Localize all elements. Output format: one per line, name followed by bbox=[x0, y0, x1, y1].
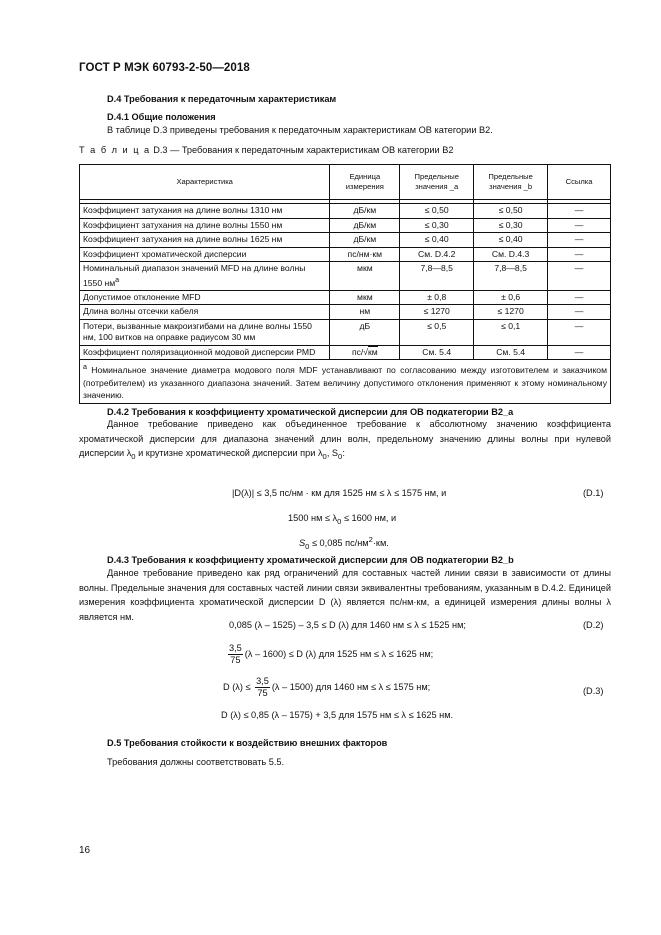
cell-limit-b: ≤ 0,1 bbox=[474, 319, 548, 345]
equation-d1-lambda-range: 1500 нм ≤ $\lambda_0 \le 1600$ нм, и bbox=[288, 513, 397, 526]
equation-d3-number: (D.3) bbox=[583, 686, 604, 696]
cell-characteristic: Допустимое отклонение MFD bbox=[80, 290, 330, 305]
equation-d1: |D(λ)| ≤ 3,5 пс/нм · км для 1525 нм ≤ λ ≤ 1575 нм, и bbox=[232, 488, 447, 498]
table-row bbox=[80, 262, 611, 291]
cell-reference: — bbox=[548, 218, 611, 233]
cell-reference: — bbox=[548, 247, 611, 262]
section-d42-title: D.4.2 Требования к коэффициенту хроматической дисперсии для ОВ подкатегории В2_а bbox=[107, 407, 514, 417]
equation-d2-number: (D.2) bbox=[583, 620, 604, 630]
section-d42-text: Данное требование приведено как объединенное требование к абсолютному значению коэффициента хроматической дисперсии для диапазона значений длин волн, предельному значению длины волны при нулевой дисперсии $\lambda_0$ и крутизне хроматической дисперсии при $\lambda_0$, $S_0$: bbox=[79, 419, 611, 462]
cell-reference: — bbox=[548, 262, 611, 291]
table-footnote-row bbox=[80, 360, 611, 404]
section-d5-text: Требования должны соответствовать 5.5. bbox=[107, 757, 285, 767]
cell-limit-b: ≤ 1270 bbox=[474, 305, 548, 320]
table-caption-prefix: Т а б л и ц а bbox=[79, 145, 151, 155]
cell-characteristic: Коэффициент хроматической дисперсии bbox=[80, 247, 330, 262]
page-number: 16 bbox=[79, 845, 91, 856]
cell-limit-b: ≤ 0,50 bbox=[474, 204, 548, 219]
table-footnote: $^a$ Номинальное значение диаметра модового поля MDF устанавливают по согласованию между изготовителем и заказчиком (потребителем) из указанного диапазона значений. Затем величину допустимого отклонения применяют к этому номинальному значению. bbox=[80, 360, 611, 404]
cell-limit-a: 7,8—8,5 bbox=[400, 262, 474, 291]
header-limit-a: Предельные значения _a bbox=[400, 165, 474, 200]
cell-characteristic: Коэффициент поляризационной модовой дисперсии PMD bbox=[80, 345, 330, 360]
cell-limit-b: ± 0,6 bbox=[474, 290, 548, 305]
cell-limit-a: См. D.4.2 bbox=[400, 247, 474, 262]
cell-characteristic: Номинальный диапазон значений MFD на длине волны 1550 $нм^a$ bbox=[80, 262, 330, 291]
cell-characteristic: Коэффициент затухания на длине волны 1310 нм bbox=[80, 204, 330, 219]
cell-limit-b: ≤ 0,30 bbox=[474, 218, 548, 233]
section-d5-title: D.5 Требования стойкости к воздействию внешних факторов bbox=[107, 738, 388, 748]
fraction: $\frac{3,5}{75}$ bbox=[229, 643, 242, 665]
table-caption-text: D.3 — Требования к передаточным характеристикам ОВ категории В2 bbox=[153, 145, 454, 155]
cell-limit-b: См. 5.4 bbox=[474, 345, 548, 360]
table-row bbox=[80, 345, 611, 360]
equation-d1-number: (D.1) bbox=[583, 488, 604, 498]
cell-characteristic: Потери, вызванные макроизгибами на длине волны 1550 нм, 100 витков на оправке радиусом 30 мм bbox=[80, 319, 330, 345]
table-row bbox=[80, 247, 611, 262]
section-d41-title: D.4.1 Общие положения bbox=[107, 112, 216, 122]
section-d41-text: В таблице D.3 приведены требования к передаточным характеристикам ОВ категории В2. bbox=[107, 125, 493, 135]
cell-unit: мкм bbox=[330, 290, 400, 305]
cell-reference: — bbox=[548, 233, 611, 248]
equation-d1-slope: $S_0 \le 0,085$ $пс/нм^2\cdot км$. bbox=[299, 535, 389, 551]
cell-reference: — bbox=[548, 290, 611, 305]
spec-table bbox=[79, 164, 611, 404]
cell-characteristic: Коэффициент затухания на длине волны 1550 нм bbox=[80, 218, 330, 233]
table-row bbox=[80, 319, 611, 345]
cell-unit: дБ/км bbox=[330, 218, 400, 233]
cell-limit-a: ≤ 0,40 bbox=[400, 233, 474, 248]
table-row bbox=[80, 305, 611, 320]
cell-reference: — bbox=[548, 345, 611, 360]
table-header-row bbox=[80, 165, 611, 200]
cell-unit: нм bbox=[330, 305, 400, 320]
table-row bbox=[80, 290, 611, 305]
cell-reference: — bbox=[548, 319, 611, 345]
cell-reference: — bbox=[548, 305, 611, 320]
header-limit-b: Предельные значения _b bbox=[474, 165, 548, 200]
cell-limit-b: См. D.4.3 bbox=[474, 247, 548, 262]
equation-d3: D (λ) ≤ $\frac{3,5}{75}$ (λ – 1500) для 1460 нм ≤ λ ≤ 1575 нм; bbox=[223, 676, 431, 698]
cell-unit: дБ/км bbox=[330, 204, 400, 219]
cell-limit-b: 7,8—8,5 bbox=[474, 262, 548, 291]
equation-d2: 0,085 (λ – 1525) – 3,5 ≤ D (λ) для 1460 нм ≤ λ ≤ 1525 нм; bbox=[229, 620, 466, 630]
table-row bbox=[80, 204, 611, 219]
fraction: $\frac{3,5}{75}$ bbox=[256, 676, 269, 698]
cell-limit-a: ≤ 1270 bbox=[400, 305, 474, 320]
cell-limit-a: ≤ 0,50 bbox=[400, 204, 474, 219]
section-d43-text: Данное требование приведено как ряд ограничений для составных частей линии связи в зависимости от длины волны. Предельные значения для составных частей линии связи эквивалентны требованиям, указанным в D.4.2. Единицей измерения коэффициента хроматической дисперсии D (λ) является пс/нм·км, а единицей измерения длины волны λ является нм. bbox=[79, 568, 611, 622]
cell-limit-b: ≤ 0,40 bbox=[474, 233, 548, 248]
cell-unit: мкм bbox=[330, 262, 400, 291]
cell-unit: пс/√км bbox=[330, 345, 400, 360]
header-reference: Ссылка bbox=[548, 165, 611, 200]
equation-d3-second: D (λ) ≤ 0,85 (λ – 1575) + 3,5 для 1575 нм ≤ λ ≤ 1625 нм. bbox=[221, 710, 454, 720]
cell-unit: пс/нм·км bbox=[330, 247, 400, 262]
header-characteristic: Характеристика bbox=[80, 165, 330, 200]
cell-limit-a: ≤ 0,5 bbox=[400, 319, 474, 345]
cell-limit-a: ± 0,8 bbox=[400, 290, 474, 305]
header-unit: Единица измерения bbox=[330, 165, 400, 200]
table-row bbox=[80, 218, 611, 233]
cell-limit-a: См. 5.4 bbox=[400, 345, 474, 360]
cell-reference: — bbox=[548, 204, 611, 219]
cell-unit: дБ/км bbox=[330, 233, 400, 248]
cell-limit-a: ≤ 0,30 bbox=[400, 218, 474, 233]
sqrt-symbol: √ bbox=[363, 346, 369, 357]
cell-characteristic: Длина волны отсечки кабеля bbox=[80, 305, 330, 320]
cell-unit: дБ bbox=[330, 319, 400, 345]
equation-d2-second: $\frac{3,5}{75}$ (λ – 1600) ≤ D (λ) для 1525 нм ≤ λ ≤ 1625 нм; bbox=[229, 643, 434, 665]
table-caption bbox=[79, 143, 453, 158]
table-row bbox=[80, 233, 611, 248]
section-d43-title: D.4.3 Требования к коэффициенту хроматической дисперсии для ОВ подкатегории В2_b bbox=[107, 555, 514, 565]
document-header: ГОСТ Р МЭК 60793-2-50—2018 bbox=[79, 62, 250, 74]
section-d4-title: D.4 Требования к передаточным характеристикам bbox=[107, 94, 337, 104]
cell-characteristic: Коэффициент затухания на длине волны 1625 нм bbox=[80, 233, 330, 248]
